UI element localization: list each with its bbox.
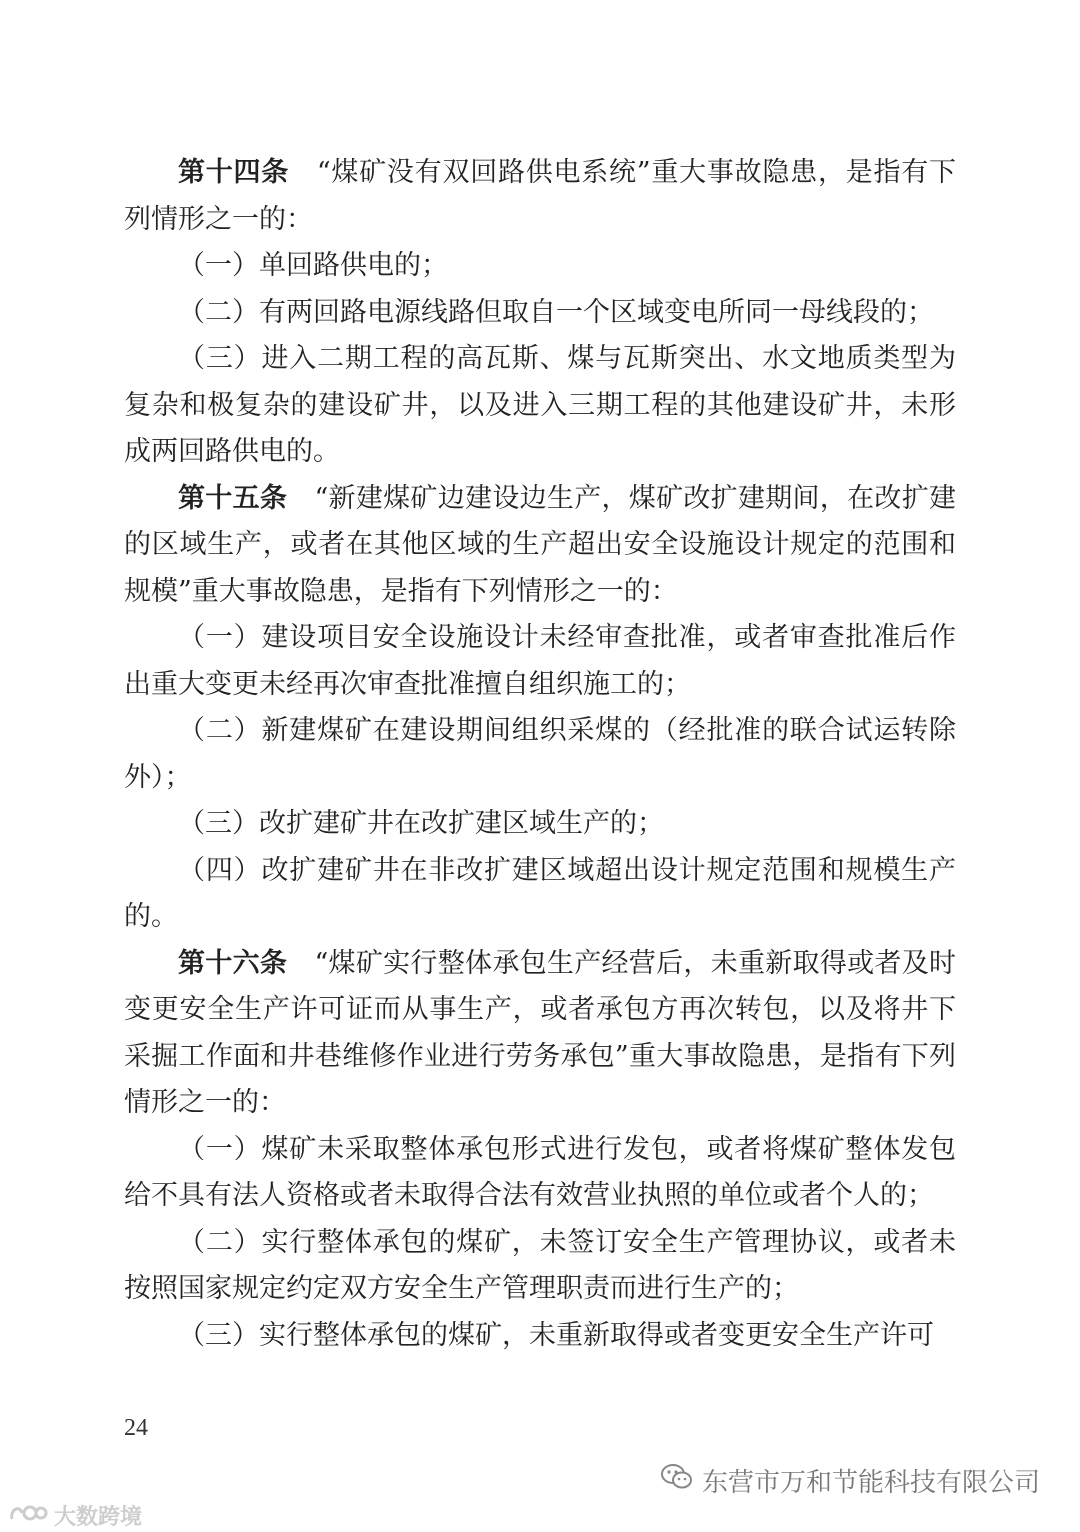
paragraph-text: （三）改扩建矿井在改扩建区域生产的；: [178, 808, 664, 839]
paragraph: [124, 290, 956, 337]
article-heading: 第十六条: [178, 947, 288, 979]
paragraph-text: “煤矿实行整体承包生产经营后，未重新取得或者及时变更安全生产许可证而从事生产，或者承包方再次转包，以及将井下采掘工作面和井巷维修作业进行劳务承包”重大事故隐患，是指有下列情形之一的：: [124, 947, 956, 1118]
paragraph-text: （二）新建煤矿在建设期间组织采煤的（经批准的联合试运转除外）；: [124, 715, 956, 793]
paragraph: [124, 336, 956, 476]
article-heading: 第十五条: [178, 482, 288, 514]
article-heading: 第十四条: [178, 157, 290, 188]
paragraph-text: （二）实行整体承包的煤矿，未签订安全生产管理协议，或者未按照国家规定约定双方安全生产管理职责而进行生产的；: [124, 1226, 956, 1304]
brand-watermark: [8, 1500, 142, 1531]
paragraph: [124, 1313, 956, 1360]
paragraph-text: “煤矿没有双回路供电系统”重大事故隐患，是指有下列情形之一的：: [124, 157, 957, 235]
paragraph-text: （二）有两回路电源线路但取自一个区域变电所同一母线段的；: [178, 296, 934, 328]
paragraph: [124, 1220, 956, 1313]
paragraph: [124, 150, 956, 243]
paragraph-text: （一）建设项目安全设施设计未经审查批准，或者审查批准后作出重大变更未经再次审查批准擅自组织施工的；: [124, 622, 956, 700]
company-watermark: [660, 1462, 1040, 1499]
paragraph: [124, 708, 956, 801]
paragraph: [124, 941, 956, 1127]
paragraph-text: （一）单回路供电的；: [178, 250, 448, 281]
paragraph: [124, 801, 956, 848]
paragraph-text: （四）改扩建矿井在非改扩建区域超出设计规定范围和规模生产的。: [124, 854, 956, 932]
brand-name: 大数跨境: [54, 1505, 143, 1530]
paragraph-text: （三）进入二期工程的高瓦斯、煤与瓦斯突出、水文地质类型为复杂和极复杂的建设矿井，以及进入三期工程的其他建设矿井，未形成两回路供电的。: [124, 343, 956, 467]
page-number: 24: [124, 1415, 148, 1441]
paragraph: [124, 243, 956, 290]
company-name: 东营市万和节能科技有限公司: [701, 1468, 1040, 1498]
document-body: [124, 150, 956, 1359]
paragraph-text: （一）煤矿未采取整体承包形式进行发包，或者将煤矿整体发包给不具有法人资格或者未取得合法有效营业执照的单位或者个人的；: [124, 1133, 956, 1211]
wechat-icon: [660, 1462, 694, 1499]
paragraph: [124, 476, 956, 616]
paragraph: [124, 848, 956, 941]
paragraph: [124, 1127, 956, 1220]
paragraph-text: “新建煤矿边建设边生产，煤矿改扩建期间，在改扩建的区域生产，或者在其他区域的生产超出安全设施设计规定的范围和规模”重大事故隐患，是指有下列情形之一的：: [124, 482, 956, 607]
brand-logo-icon: [8, 1501, 48, 1531]
paragraph: [124, 615, 956, 708]
paragraph-text: （三）实行整体承包的煤矿，未重新取得或者变更安全生产许可: [178, 1319, 934, 1351]
